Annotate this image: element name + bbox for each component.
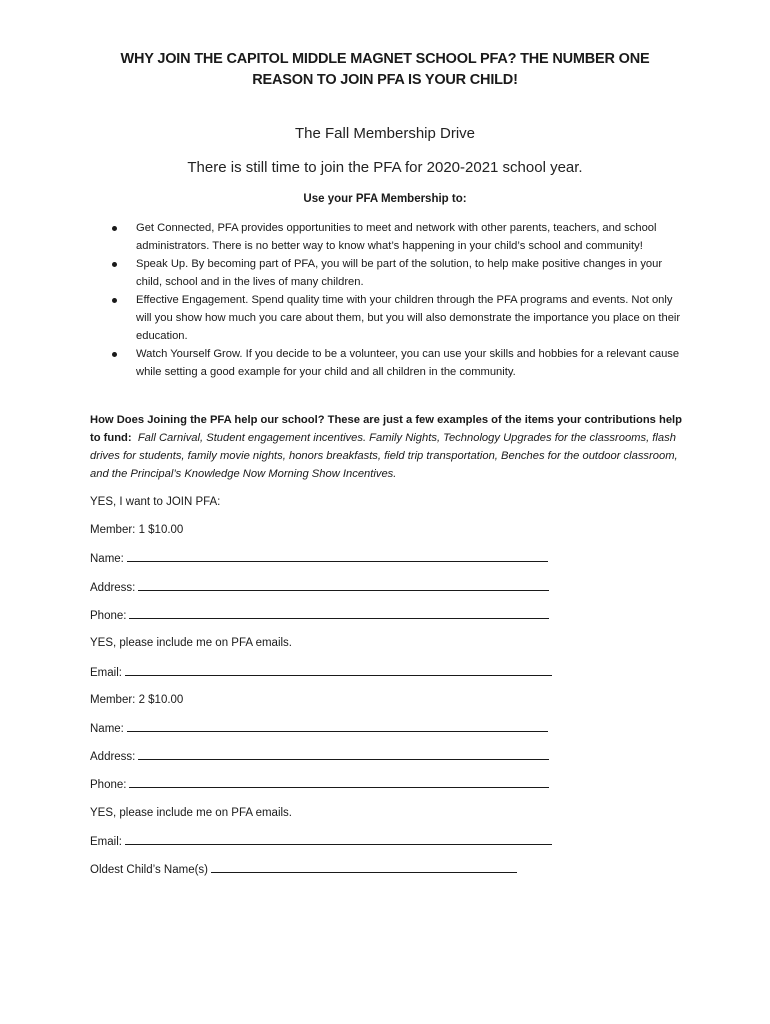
oldest-child-row [90, 861, 517, 878]
contributions-question: How Does Joining the PFA help our school? These are just a few examples of the items your contributions help to fund: [90, 414, 682, 444]
address-label: Address: [90, 582, 136, 594]
member-2-phone-field[interactable] [129, 776, 549, 788]
list-item [108, 219, 688, 255]
name-label: Name: [90, 723, 124, 735]
benefits-list [108, 219, 688, 381]
bullet-icon [112, 226, 117, 231]
contributions-paragraph [90, 411, 688, 483]
list-item [108, 345, 688, 381]
phone-label: Phone: [90, 610, 127, 622]
bullet-text: Watch Yourself Grow. If you decide to be a volunteer, you can use your skills and hobbies for a relevant cause while setting a good example for your child and all children in the community. [136, 348, 680, 378]
member-1-label: Member: 1 $10.00 [90, 524, 184, 536]
page-heading [90, 49, 680, 91]
bullet-text: Effective Engagement. Spend quality time with your children through the PFA programs and events. Not only will you show how much you care about them, but you will also demonstrate the importance you place on their education. [136, 294, 681, 342]
school-year-notice: There is still time to join the PFA for 2020-2021 school year. [187, 159, 583, 176]
email-label: Email: [90, 836, 122, 848]
member-2-phone-row [90, 776, 549, 793]
bullet-icon [112, 262, 117, 267]
list-item [108, 291, 688, 345]
oldest-child-field[interactable] [211, 861, 517, 873]
member-2-email-row [90, 833, 552, 850]
member-2-name-field[interactable] [127, 720, 548, 732]
bullet-text: Speak Up. By becoming part of PFA, you will be part of the solution, to help make positive changes in your child, school and in the lives of many children. [136, 258, 663, 288]
address-label: Address: [90, 751, 136, 763]
list-item [108, 255, 688, 291]
heading-line-2: REASON TO JOIN PFA IS YOUR CHILD! [252, 72, 518, 88]
member-1-name-row [90, 550, 548, 567]
join-label: YES, I want to JOIN PFA: [90, 496, 221, 508]
member-1-phone-row [90, 607, 549, 624]
heading-line-1: WHY JOIN THE CAPITOL MIDDLE MAGNET SCHOOL PFA? THE NUMBER ONE [120, 51, 650, 67]
membership-drive-title: The Fall Membership Drive [294, 125, 476, 142]
member-2-address-field[interactable] [138, 748, 549, 760]
member-1-name-field[interactable] [127, 550, 548, 562]
bullet-icon [112, 298, 117, 303]
member-1-email-field[interactable] [125, 664, 552, 676]
phone-label: Phone: [90, 779, 127, 791]
member-2-email-optin: YES, please include me on PFA emails. [90, 807, 292, 819]
oldest-child-label: Oldest Child’s Name(s) [90, 864, 209, 876]
use-membership-heading: Use your PFA Membership to: [303, 193, 467, 205]
bullet-icon [112, 352, 117, 357]
member-1-address-field[interactable] [138, 579, 549, 591]
member-1-email-optin: YES, please include me on PFA emails. [90, 637, 292, 649]
bullet-text: Get Connected, PFA provides opportunities to meet and network with other parents, teachers, and school administrators. There is no better way to know what’s happening in your child’s school and community! [136, 222, 657, 252]
email-label: Email: [90, 667, 122, 679]
member-1-address-row [90, 579, 549, 596]
name-label: Name: [90, 553, 124, 565]
member-1-phone-field[interactable] [129, 607, 549, 619]
member-2-email-field[interactable] [125, 833, 552, 845]
member-2-name-row [90, 720, 548, 737]
member-2-address-row [90, 748, 549, 765]
member-1-email-row [90, 664, 552, 681]
member-2-label: Member: 2 $10.00 [90, 694, 184, 706]
contributions-examples: Fall Carnival, Student engagement incentives. Family Nights, Technology Upgrades for the classrooms, flash drives for students, family movie nights, honors breakfasts, field trip transportation, Benches for the outdoor classroom, and the Principal’s Knowledge Now Morning Show Incentives. [90, 432, 678, 480]
